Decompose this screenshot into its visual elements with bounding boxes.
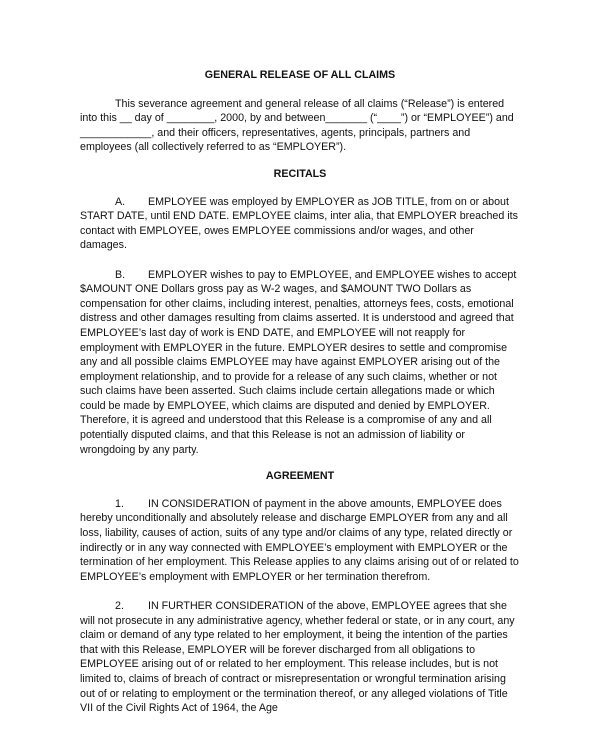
document-page [80, 68, 520, 716]
clause-1-text: IN CONSIDERATION of payment in the above amounts, EMPLOYEE does hereby unconditionally and absolutely release and discharge EMPLOYER from any and all loss, liability, causes of action, suits of any type and/or claims of any type, related directly or indirectly or in any way connected with EMPLOYEE’s employment with EMPLOYER or the termination of her employment. This Release applies to any claims arising out of or related to EMPLOYEE’s employment with EMPLOYER or her termination therefrom. [80, 497, 519, 583]
clause-2-text: IN FURTHER CONSIDERATION of the above, EMPLOYEE agrees that she will not prosecute in any administrative agency, whether federal or state, or in any court, any claim or demand of any type related to her employment, it being the intention of the parties that with this Release, EMPLOYER will be forever discharged from all obligations to EMPLOYEE arising out of or related to her employment. This release includes, but is not limited to, claims of breach of contract or misrepresentation or wrongful termination arising out of or relating to employment or the termination thereof, or any alleged violations of Title VII of the Civil Rights Act of 1964, the Age [80, 600, 515, 715]
intro-paragraph: This severance agreement and general release of all claims (“Release”) is entered into this __ day of ________, 2000, by and between_______ (“____”) or “EMPLOYEE”) and ____________, and their officers, representatives, agents, principals, partners and employees (all collectively referred to as “EMPLOYER”). [80, 97, 514, 154]
recital-b [80, 268, 520, 458]
recital-a [80, 195, 520, 253]
recital-b-label: B. [115, 268, 126, 281]
clause-2-label: 2. [115, 600, 124, 612]
clause-1-label: 1. [115, 497, 124, 510]
agreement-clause-2 [80, 599, 520, 716]
recital-b-text: EMPLOYER wishes to pay to EMPLOYEE, and EMPLOYEE wishes to accept $AMOUNT ONE Dollars gross pay as W-2 wages, and $AMOUNT TWO Dollars as compensation for other claims, including interest, penalties, attorneys fees, costs, emotional distress and other damages resulting from claims asserted. It is understood and agreed that EMPLOYEE’s last day of work is END DATE, and EMPLOYEE will not reapply for employment with EMPLOYER in the future. EMPLOYER desires to settle and compromise any and all possible claims EMPLOYEE may have against EMPLOYER arising out of the employment relationship, and to provide for a release of any such claims, whether or not such claims have been asserted. Such claims include certain allegations made or which could be made by EMPLOYEE, which claims are disputed and denied by EMPLOYER. Therefore, it is agreed and understood that this Release is a compromise of any and all potentially disputed claims, and that this Release is not an admission of liability or wrongdoing by any party. [80, 268, 517, 456]
document-title: GENERAL RELEASE OF ALL CLAIMS [204, 69, 396, 81]
recital-a-text: EMPLOYEE was employed by EMPLOYER as JOB TITLE, from on or about START DATE, until END DATE. EMPLOYEE claims, inter alia, that EMPLOYER breached its contact with EMPLOYEE, owes EMPLOYEE commissions and/or wages, and other damages. [80, 195, 518, 252]
recital-a-label: A. [115, 195, 126, 208]
agreement-heading: AGREEMENT [265, 470, 335, 483]
agreement-clause-1 [80, 497, 520, 585]
recitals-heading: RECITALS [273, 167, 327, 180]
